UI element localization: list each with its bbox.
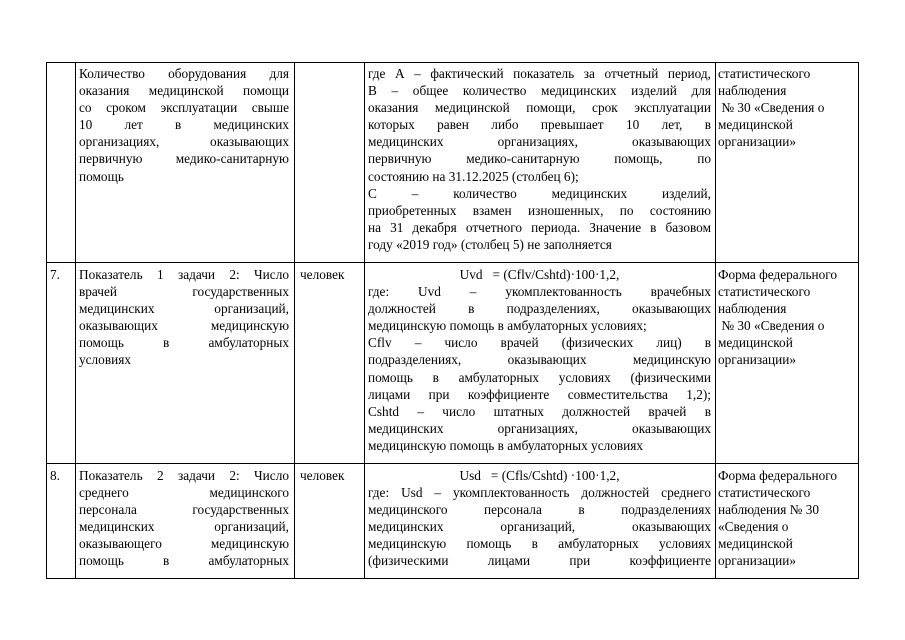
table-border-bottom [46,578,859,579]
formula-expression: Uvd = (Cflv/Cshtd)·100·1,2, [459,267,620,282]
column-divider [715,62,716,579]
row-8-unit: человек [300,468,345,483]
row-7-unit: человек [300,267,345,282]
formula-expression: Usd = (Cfls/Cshtd) ·100·1,2, [459,468,620,483]
row-7-source: Форма федерального статистического наблюдения № 30 «Сведения о медицинской организации» [718,267,838,368]
row-8-formula: Usd = (Cfls/Cshtd) ·100·1,2, где: Usd – укомплектованность должностей среднего медицинского персонала в подразделениях медицинских организаций, оказывающих медицинскую помощь в амбулаторных условиях (физическими лицами при коэффициенте [368,468,711,569]
row-1-formula: где А – фактический показатель за отчетный период, В – общее количество медицинских изделий для оказания медицинской помощи, срок эксплуатации которых равен либо превышает 10 лет, в медицинских организациях, оказывающих первичную медико-санитарную помощь, по состоянию на 31.12.2025 (столбец 6); С – количество медицинских изделий, приобретенных взамен изношенных, по состоянию на 31 декабря отчетного периода. Значение в базовом году «2019 год» (столбец 5) не заполняется [368,66,711,252]
row-1-indicator: Количество оборудования для оказания медицинской помощи со сроком эксплуатации свыше 10 лет в медицинских организациях, оказывающих первичную медико-санитарную помощь [79,66,289,184]
row-7-indicator: Показатель 1 задачи 2: Число врачей государственных медицинских организаций, оказывающих медицинскую помощь в амбулаторных условиях [79,267,289,368]
row-7-number: 7. [50,267,60,282]
column-divider [294,62,295,579]
row-8-indicator: Показатель 2 задачи 2: Число среднего медицинского персонала государственных медицинских организаций, оказывающего медицинскую помощь в амбулаторных [79,468,289,569]
row-8-number: 8. [50,468,60,483]
table-border-left [46,62,47,579]
row-divider [46,262,859,263]
column-divider [364,62,365,579]
row-divider [46,463,859,464]
table-border-right [858,62,859,579]
table-border-top [46,62,859,63]
row-8-source: Форма федерального статистического наблюдения № 30 «Сведения о медицинской организации» [718,468,838,569]
row-1-source: статистического наблюдения № 30 «Сведения о медицинской организации» [718,66,825,150]
row-7-formula: Uvd = (Cflv/Cshtd)·100·1,2, где: Uvd – укомплектованность врачебных должностей в подразделениях, оказывающих медицинскую помощь в амбулаторных условиях; Cflv – число врачей (физических лиц) в подразделениях, оказывающих медицинскую помощь в амбулаторных условиях (физическими лицами при коэффициенте совместительства 1,2); Cshtd – число штатных должностей врачей в медицинских организациях, оказывающих медицинскую помощь в амбулаторных условиях [368,267,711,453]
column-divider [75,62,76,579]
